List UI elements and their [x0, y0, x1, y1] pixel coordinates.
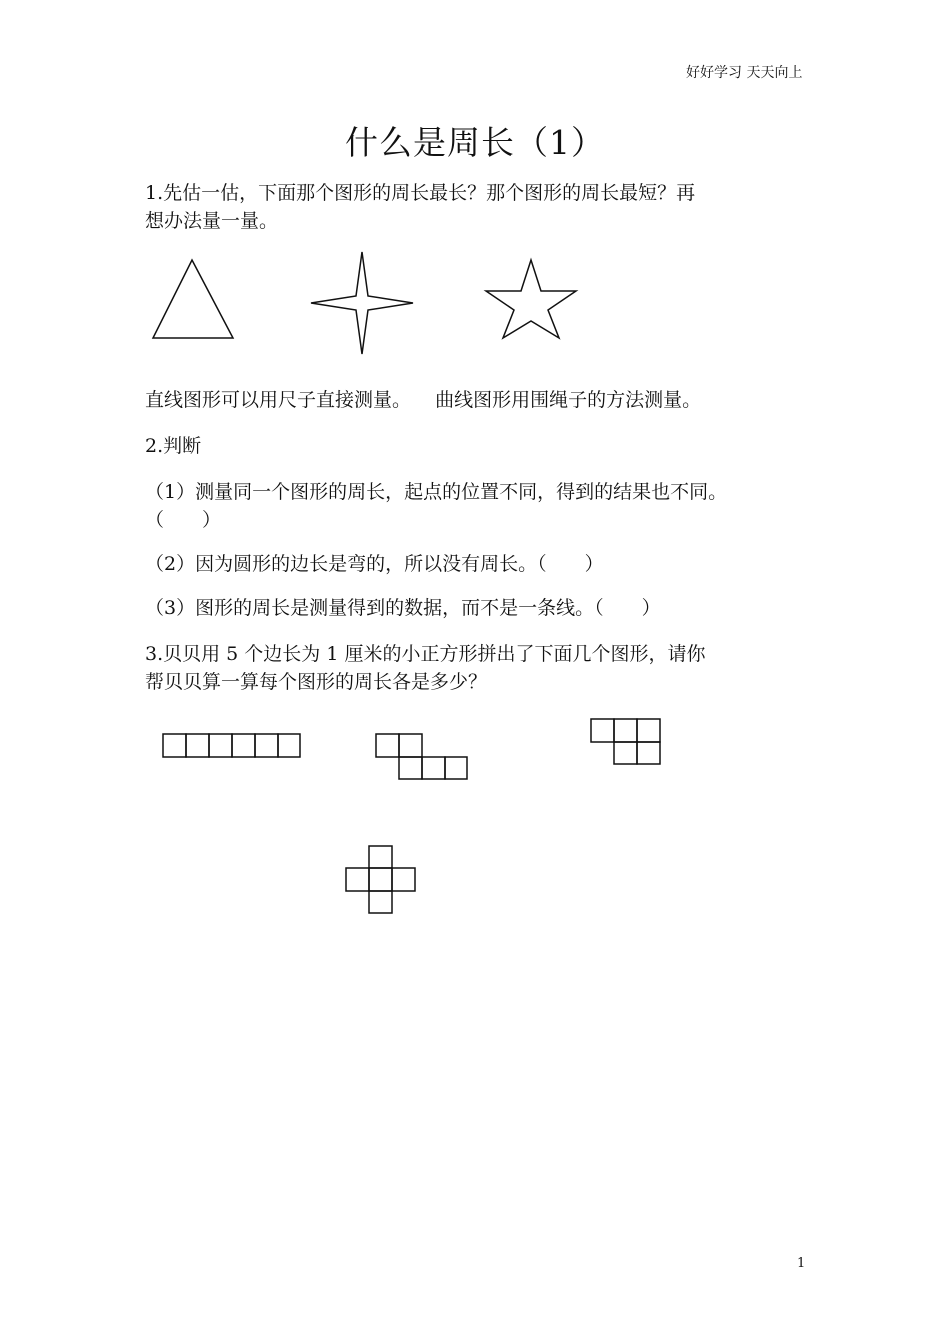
page-number: 1 [797, 1256, 806, 1271]
q1-line2: 想办法量一量。 [145, 210, 279, 232]
triangle-shape [150, 258, 236, 340]
q3-line2: 帮贝贝算一算每个图形的周长各是多少？ [145, 671, 488, 693]
squares-figure-block [590, 718, 662, 766]
five-point-star-shape [483, 258, 579, 340]
q2-heading: 2.判断 [145, 435, 202, 457]
squares-figure-row [162, 733, 302, 759]
squares-figure-cross [345, 845, 417, 915]
q2-item2: （2）因为圆形的边长是弯的，所以没有周长。（ ） [145, 553, 604, 575]
q3-line1: 3.贝贝用 5 个边长为 1 厘米的小正方形拼出了下面几个图形，请你 [145, 643, 706, 665]
squares-figure-step [375, 733, 469, 781]
q2-item1-line1: （1）测量同一个图形的周长，起点的位置不同，得到的结果也不同。 [145, 481, 728, 503]
page-header: 好好学习 天天向上 [686, 65, 803, 81]
page-title: 什么是周长（1） [345, 123, 605, 162]
q1-measure-note: 直线图形可以用尺子直接测量。 曲线图形用围绳子的方法测量。 [145, 389, 702, 411]
q1-line1: 1.先估一估，下面那个图形的周长最长？那个图形的周长最短？再 [145, 182, 696, 204]
q2-item1-answer: （ ） [145, 509, 222, 531]
q2-item3: （3）图形的周长是测量得到的数据，而不是一条线。（ ） [145, 597, 661, 619]
four-point-star-shape [308, 250, 416, 356]
